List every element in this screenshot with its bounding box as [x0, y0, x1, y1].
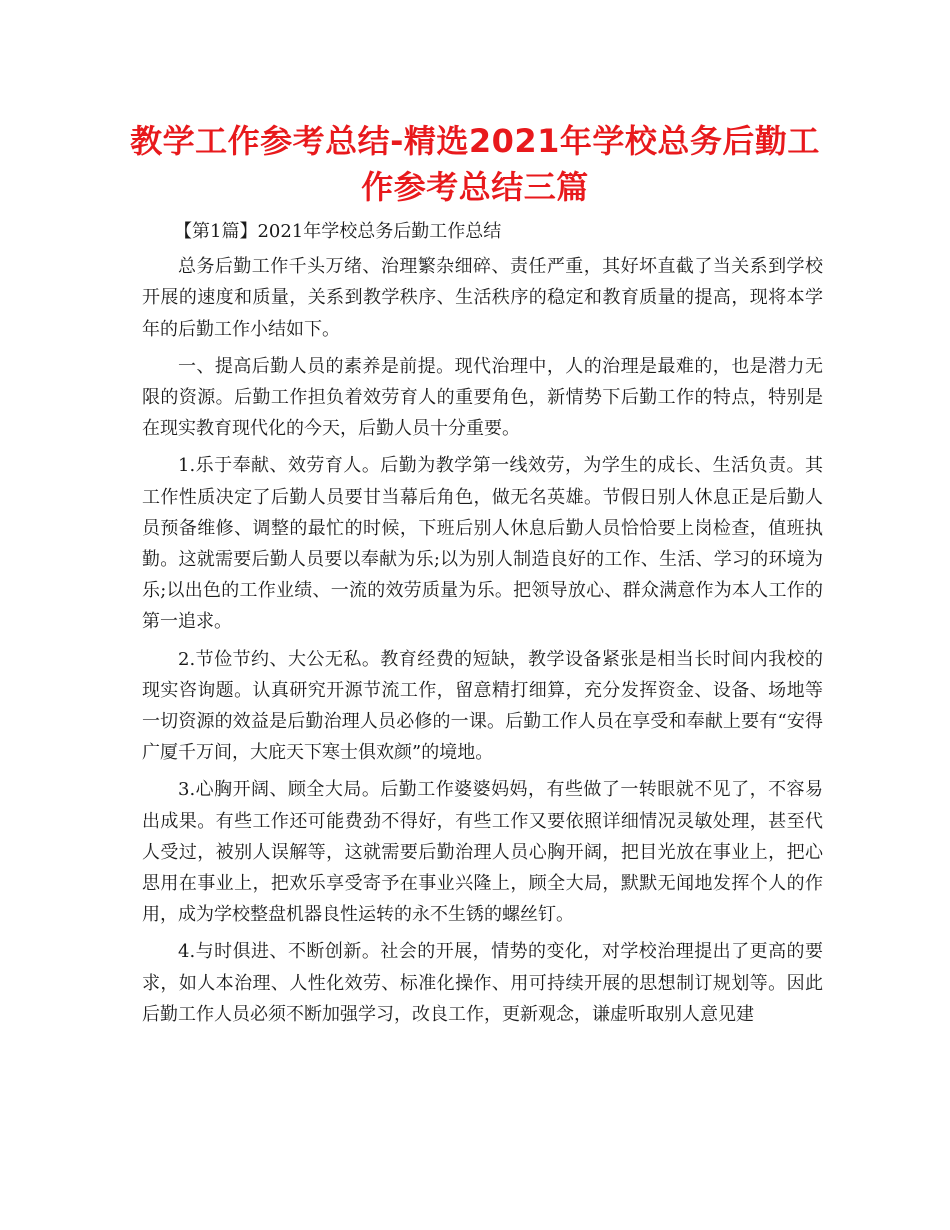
paragraph-point-one: 一、提高后勤人员的素养是前提。现代治理中，人的治理是最难的，也是潜力无限的资源。后勤工作担负着效劳育人的重要角色，新情势下后勤工作的特点，特别是在现实教育现代化的今天，后勤人员十分重要。 — [142, 355, 823, 440]
section-heading: 【第1篇】2021年学校总务后勤工作总结 — [174, 221, 502, 242]
paragraph-item-1: 1.乐于奉献、效劳育人。后勤为教学第一线效劳，为学生的成长、生活负责。其工作性质决定了后勤人员要甘当幕后角色，做无名英雄。节假日别人休息正是后勤人员预备维修、调整的最忙的时候，下班后别人休息后勤人员恰恰要上岗检查，值班执勤。这就需要后勤人员要以奉献为乐;以为别人制造良好的工作、生活、学习的环境为乐;以出色的工作业绩、一流的效劳质量为乐。把领导放心、群众满意作为本人工作的第一追求。 — [142, 455, 823, 633]
document-body — [142, 216, 823, 1036]
paragraph-item-4: 4.与时俱进、不断创新。社会的开展，情势的变化，对学校治理提出了更高的要求，如人本治理、人性化效劳、标准化操作、用可持续开展的思想制订规划等。因此后勤工作人员必须不断加强学习，改良工作，更新观念，谦虚听取别人意见建 — [142, 941, 823, 1025]
paragraph-item-2: 2.节俭节约、大公无私。教育经费的短缺，教学设备紧张是相当长时间内我校的现实咨询题。认真研究开源节流工作，留意精打细算，充分发挥资金、设备、场地等一切资源的效益是后勤治理人员必修的一课。后勤工作人员在享受和奉献上要有“安得广厦千万间，大庇天下寒士俱欢颜”的境地。 — [142, 648, 823, 764]
paragraph-item-3: 3.心胸开阔、顾全大局。后勤工作婆婆妈妈，有些做了一转眼就不见了，不容易出成果。有些工作还可能费劲不得好，有些工作又要依照详细情况灵敏处理，甚至代人受过，被别人误解等，这就需要后勤治理人员心胸开阔，把目光放在事业上，把心思用在事业上，把欢乐享受寄予在事业兴隆上，顾全大局，默默无闻地发挥个人的作用，成为学校整盘机器良性运转的永不生锈的螺丝钉。 — [142, 779, 823, 926]
document-title: 教学工作参考总结-精选2021年学校总务后勤工作参考总结三篇 — [130, 122, 820, 206]
paragraph-intro: 总务后勤工作千头万绪、治理繁杂细碎、责任严重，其好坏直截了当关系到学校开展的速度和质量，关系到教学秩序、生活秩序的稳定和教育质量的提高，现将本学年的后勤工作小结如下。 — [142, 256, 823, 340]
